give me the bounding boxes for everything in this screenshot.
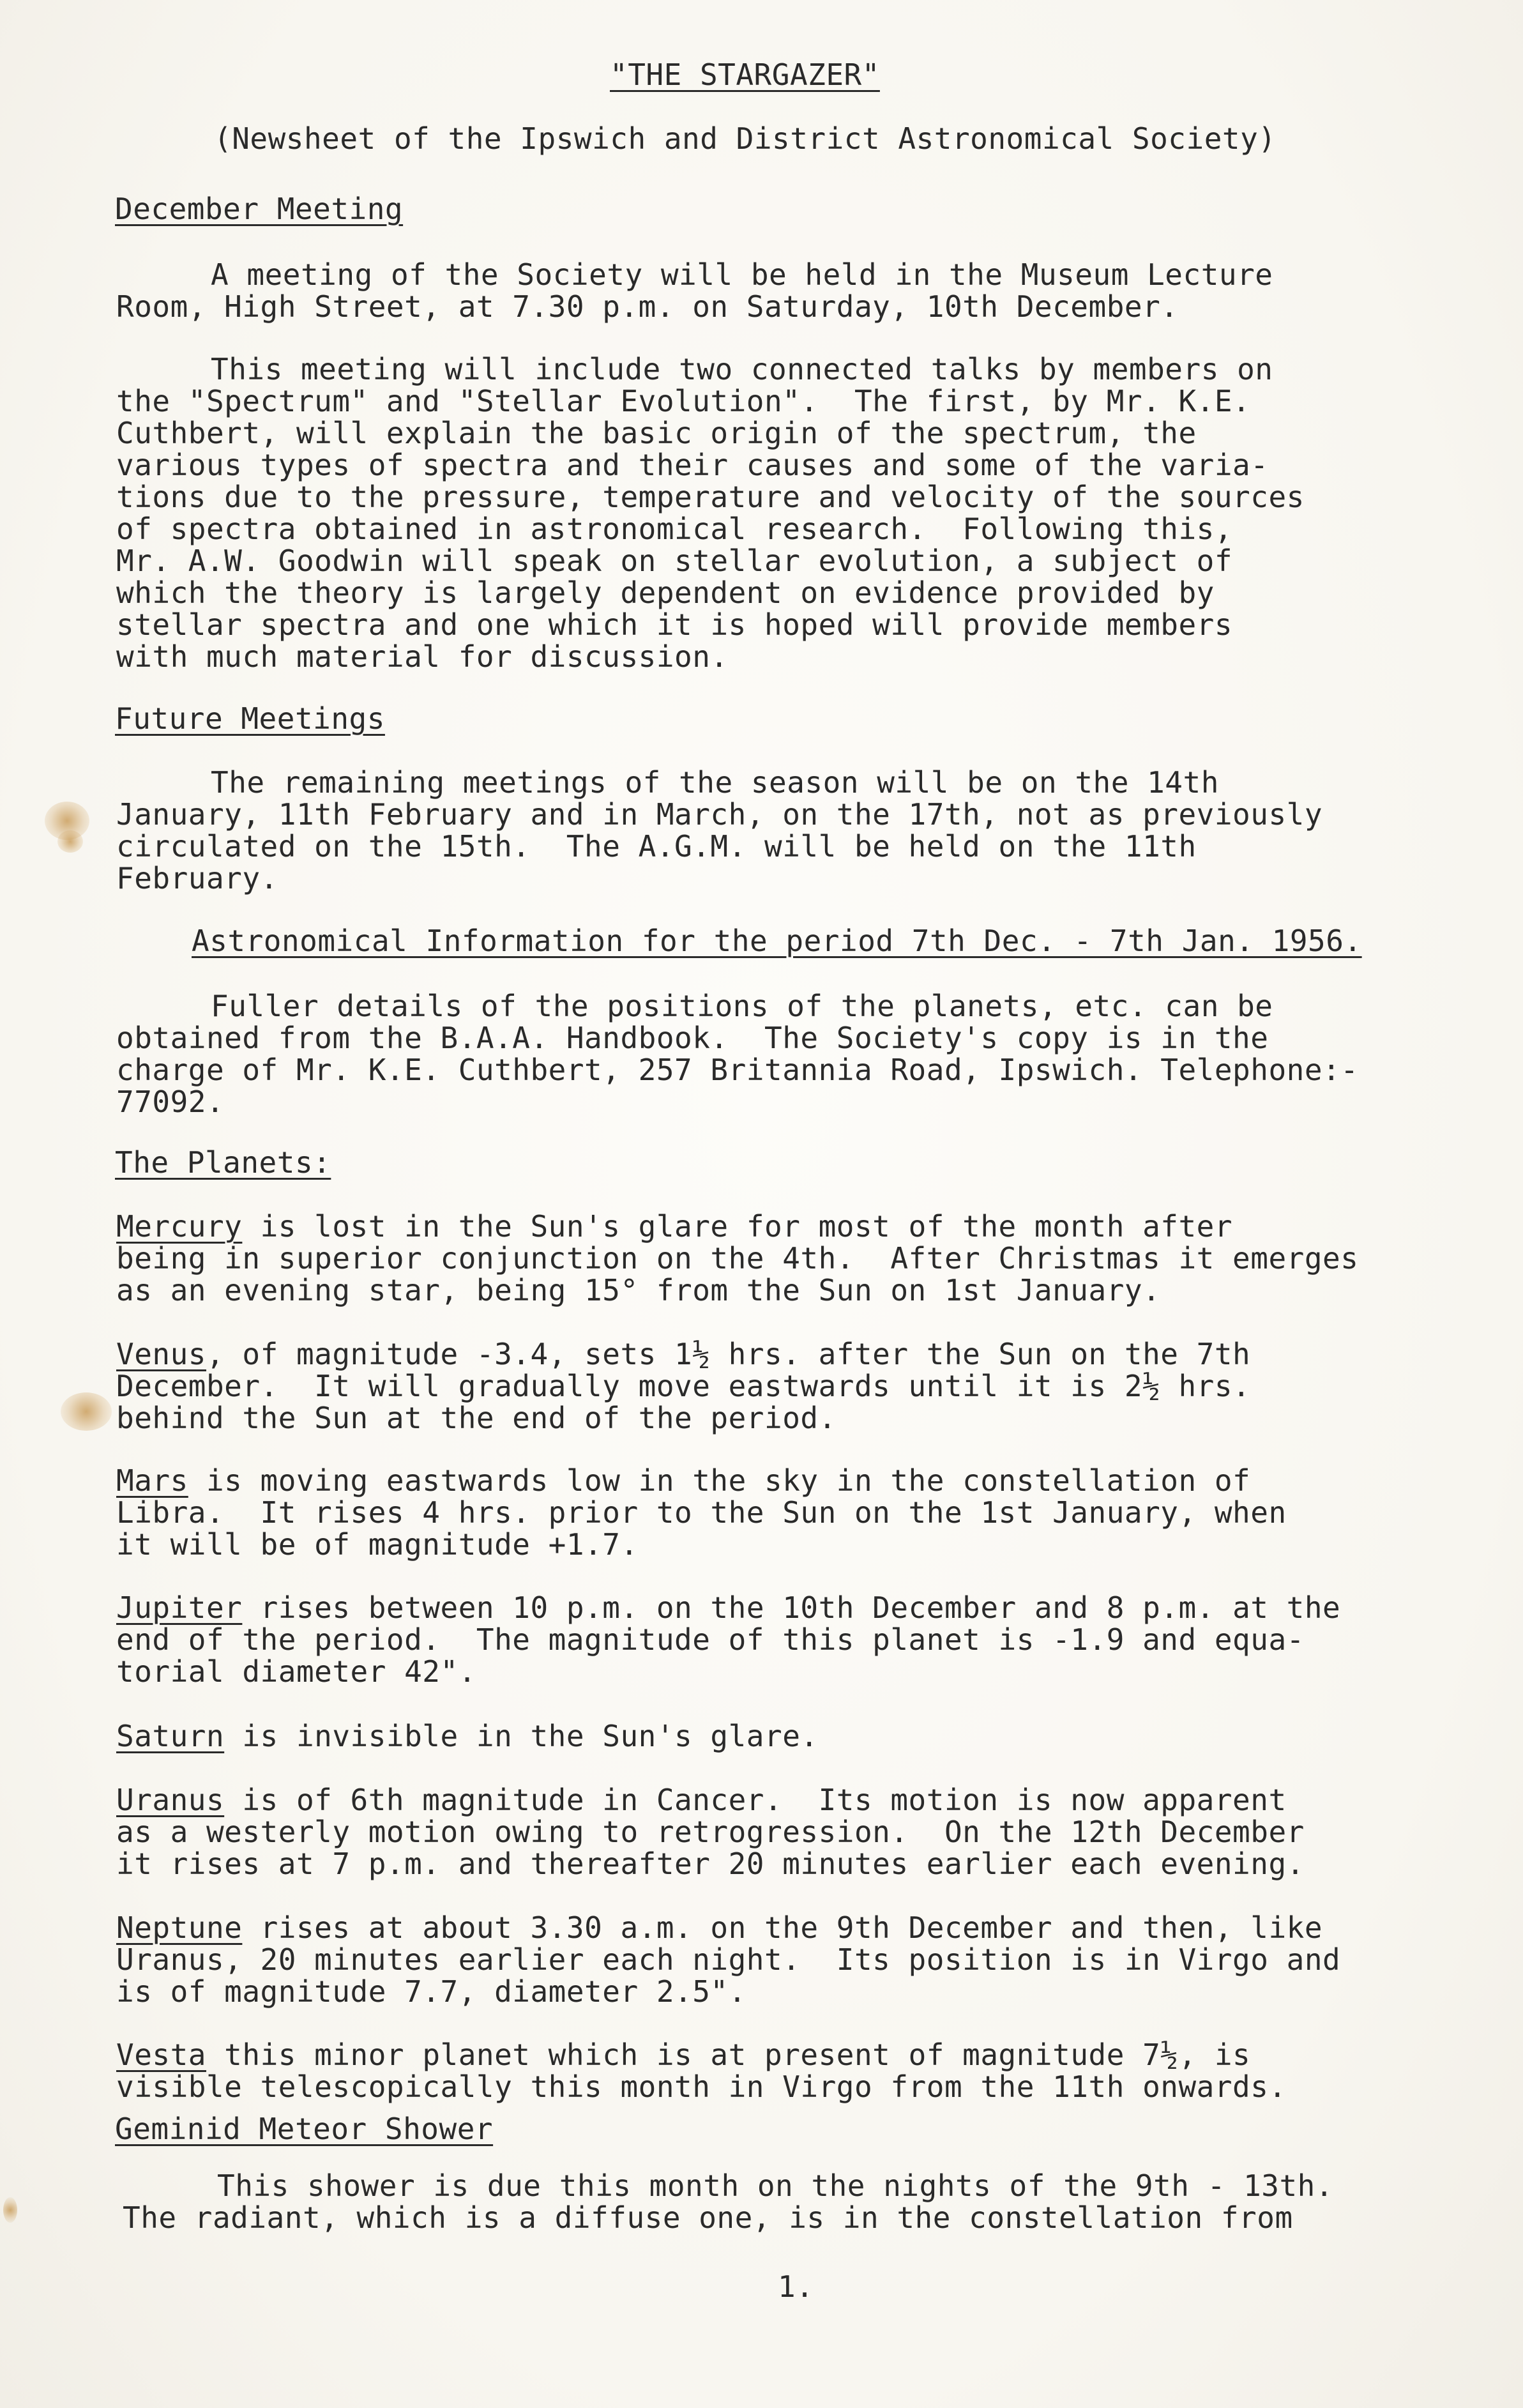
mercury-text: is lost in the Sun's glare for most of the month after bbox=[242, 1209, 1233, 1244]
venus-text: , of magnitude -3.4, sets 1½ hrs. after the Sun on the 7th bbox=[206, 1337, 1251, 1371]
future-p1-line: The remaining meetings of the season will be on the 14th bbox=[211, 765, 1219, 800]
info-p1-line: 77092. bbox=[116, 1085, 225, 1119]
december-p1-line: Room, High Street, at 7.30 p.m. on Saturday, 10th December. bbox=[116, 289, 1179, 324]
geminid-p1-line: This shower is due this month on the nights of the 9th - 13th. bbox=[217, 2168, 1334, 2203]
mars-name: Mars bbox=[116, 1463, 188, 1498]
venus-name: Venus bbox=[116, 1337, 206, 1371]
future-p1-line: January, 11th February and in March, on the 17th, not as previously bbox=[116, 797, 1323, 832]
jupiter-entry-first-line bbox=[116, 1592, 1340, 1624]
neptune-name: Neptune bbox=[116, 1910, 243, 1945]
december-p2-line: stellar spectra and one which it is hoped will provide members bbox=[116, 607, 1233, 642]
uranus-name: Uranus bbox=[116, 1783, 225, 1817]
page-number: 1. bbox=[778, 2269, 814, 2304]
venus-line: behind the Sun at the end of the period. bbox=[116, 1401, 837, 1435]
mercury-entry-first-line bbox=[116, 1210, 1232, 1242]
december-p2-line: Mr. A.W. Goodwin will speak on stellar evolution, a subject of bbox=[116, 544, 1233, 578]
neptune-line: Uranus, 20 minutes earlier each night. Its position is in Virgo and bbox=[116, 1942, 1341, 1977]
december-p2-line: Cuthbert, will explain the basic origin of the spectrum, the bbox=[116, 416, 1197, 450]
uranus-entry-first-line bbox=[116, 1784, 1287, 1816]
geminid-p1-line: The radiant, which is a diffuse one, is in the constellation from bbox=[123, 2200, 1293, 2235]
vesta-line: visible telescopically this month in Virgo from the 11th onwards. bbox=[116, 2069, 1287, 2104]
neptune-line: is of magnitude 7.7, diameter 2.5". bbox=[116, 1974, 746, 2009]
uranus-line: as a westerly motion owing to retrogression. On the 12th December bbox=[116, 1815, 1305, 1849]
saturn-entry-first-line bbox=[116, 1720, 819, 1752]
info-p1-line: charge of Mr. K.E. Cuthbert, 257 Britannia Road, Ipswich. Telephone:- bbox=[116, 1053, 1359, 1087]
saturn-text: is invisible in the Sun's glare. bbox=[224, 1719, 819, 1753]
mars-text: is moving eastwards low in the sky in the constellation of bbox=[188, 1463, 1251, 1498]
jupiter-line: end of the period. The magnitude of this planet is -1.9 and equa- bbox=[116, 1622, 1305, 1657]
saturn-name: Saturn bbox=[116, 1719, 225, 1753]
december-p2-line: This meeting will include two connected talks by members on bbox=[211, 352, 1273, 386]
december-meeting-heading: December Meeting bbox=[115, 192, 404, 226]
mercury-name: Mercury bbox=[116, 1209, 243, 1244]
december-p2-line: tions due to the pressure, temperature and velocity of the sources bbox=[116, 480, 1305, 514]
mars-line: it will be of magnitude +1.7. bbox=[116, 1527, 639, 1562]
info-p1-line: obtained from the B.A.A. Handbook. The Society's copy is in the bbox=[116, 1021, 1269, 1055]
jupiter-text: rises between 10 p.m. on the 10th December and 8 p.m. at the bbox=[242, 1590, 1341, 1625]
december-p2-line: of spectra obtained in astronomical research. Following this, bbox=[116, 512, 1233, 546]
december-p2-line: various types of spectra and their causes and some of the varia- bbox=[116, 448, 1269, 482]
paper-stain bbox=[61, 1392, 112, 1431]
vesta-entry-first-line bbox=[116, 2039, 1250, 2071]
paper-stain bbox=[3, 2197, 17, 2223]
vesta-name: Vesta bbox=[116, 2038, 206, 2072]
december-p1-line: A meeting of the Society will be held in the Museum Lecture bbox=[211, 257, 1273, 292]
astronomical-info-heading: Astronomical Information for the period 7th Dec. - 7th Jan. 1956. bbox=[192, 924, 1362, 958]
neptune-entry-first-line bbox=[116, 1912, 1322, 1944]
jupiter-name: Jupiter bbox=[116, 1590, 243, 1625]
paper-stain bbox=[57, 830, 83, 853]
page-subtitle: (Newsheet of the Ipswich and District Astronomical Society) bbox=[214, 121, 1277, 156]
geminid-heading: Geminid Meteor Shower bbox=[115, 2112, 494, 2146]
info-p1-line: Fuller details of the positions of the planets, etc. can be bbox=[211, 989, 1273, 1023]
planets-heading: The Planets: bbox=[115, 1145, 331, 1180]
vesta-text: this minor planet which is at present of magnitude 7½, is bbox=[206, 2038, 1251, 2072]
neptune-text: rises at about 3.30 a.m. on the 9th December and then, like bbox=[242, 1910, 1323, 1945]
december-p2-line: the "Spectrum" and "Stellar Evolution". The first, by Mr. K.E. bbox=[116, 384, 1251, 418]
jupiter-line: torial diameter 42". bbox=[116, 1654, 476, 1689]
uranus-text: is of 6th magnitude in Cancer. Its motion is now apparent bbox=[224, 1783, 1287, 1817]
mars-entry-first-line bbox=[116, 1465, 1250, 1497]
future-meetings-heading: Future Meetings bbox=[115, 701, 385, 736]
future-p1-line: circulated on the 15th. The A.G.M. will be held on the 11th bbox=[116, 829, 1197, 864]
december-p2-line: with much material for discussion. bbox=[116, 639, 729, 674]
december-p2-line: which the theory is largely dependent on evidence provided by bbox=[116, 575, 1215, 610]
venus-entry-first-line bbox=[116, 1338, 1250, 1370]
page-title: "THE STARGAZER" bbox=[610, 57, 880, 92]
mars-line: Libra. It rises 4 hrs. prior to the Sun on the 1st January, when bbox=[116, 1495, 1287, 1530]
mercury-line: being in superior conjunction on the 4th. After Christmas it emerges bbox=[116, 1241, 1359, 1276]
venus-line: December. It will gradually move eastwards until it is 2½ hrs. bbox=[116, 1369, 1251, 1403]
uranus-line: it rises at 7 p.m. and thereafter 20 minutes earlier each evening. bbox=[116, 1847, 1305, 1881]
future-p1-line: February. bbox=[116, 861, 278, 895]
mercury-line: as an evening star, being 15° from the Sun on 1st January. bbox=[116, 1273, 1161, 1307]
